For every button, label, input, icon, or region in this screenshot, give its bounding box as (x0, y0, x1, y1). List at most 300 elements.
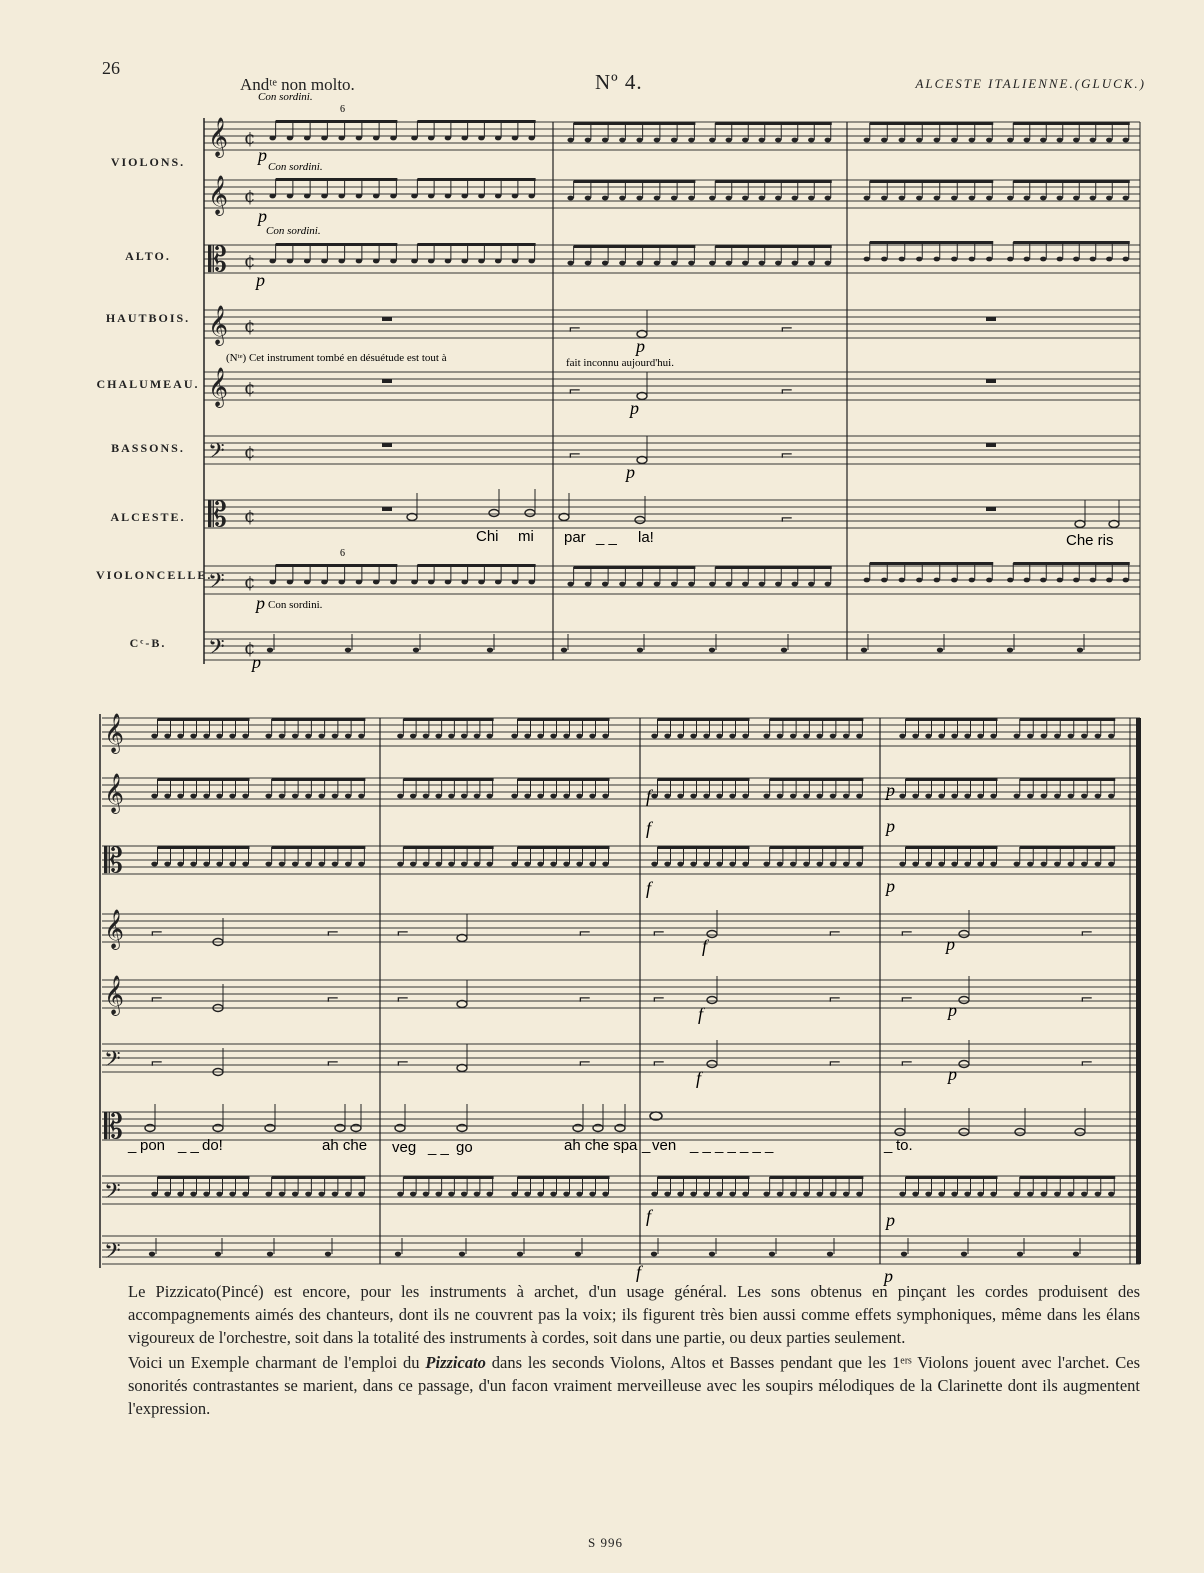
note (827, 1252, 833, 1257)
note (413, 648, 419, 653)
note (1108, 794, 1114, 799)
note (856, 734, 862, 739)
note (190, 734, 196, 739)
staff-s1-5 (204, 436, 1140, 464)
note (269, 580, 275, 585)
dynamic-p-chalumeau: p (630, 398, 639, 418)
note (1073, 578, 1079, 583)
note (602, 1192, 608, 1197)
note (265, 794, 271, 799)
note (242, 734, 248, 739)
note (664, 862, 670, 867)
note (763, 1192, 769, 1197)
note (825, 138, 831, 143)
beam (658, 778, 750, 781)
note (830, 734, 836, 739)
note (1090, 578, 1096, 583)
note (619, 196, 625, 201)
note (589, 862, 595, 867)
note (304, 580, 310, 585)
note (528, 194, 534, 199)
note (703, 1192, 709, 1197)
paragraph-2-emphasis: Pizzicato (425, 1353, 486, 1372)
marking-con-sordini-2: Con sordini. (268, 161, 323, 173)
note (726, 261, 732, 266)
svg-text:_ _: _ _ (178, 1137, 199, 1154)
note (151, 734, 157, 739)
note (1024, 257, 1030, 262)
note (318, 794, 324, 799)
note (664, 734, 670, 739)
lyric-chi: Chi (476, 528, 499, 545)
note (585, 261, 591, 266)
note (448, 862, 454, 867)
note (164, 794, 170, 799)
note (1090, 138, 1096, 143)
beam (1020, 1176, 1116, 1179)
note (435, 794, 441, 799)
svg-text:_ _: _ _ (428, 1139, 449, 1156)
note (1108, 734, 1114, 739)
note (777, 862, 783, 867)
note (1068, 794, 1074, 799)
svg-text:_ _ _ _ _ _: _ _ _ _ _ _ _ (690, 1137, 774, 1154)
note (742, 734, 748, 739)
note (951, 138, 957, 143)
note (990, 1192, 996, 1197)
beam (770, 778, 864, 781)
note (1095, 734, 1101, 739)
note (726, 138, 732, 143)
note (951, 734, 957, 739)
note (269, 259, 275, 264)
note (567, 138, 573, 143)
note (292, 794, 298, 799)
clef: 𝄞 (208, 305, 229, 345)
note (321, 259, 327, 264)
note (1040, 138, 1046, 143)
note (435, 1192, 441, 1197)
note (151, 862, 157, 867)
note (459, 1252, 465, 1257)
note (332, 734, 338, 739)
note (1068, 1192, 1074, 1197)
dynamic-p-hautbois: p (636, 336, 645, 356)
half-note (637, 457, 647, 464)
rest: ⌐ (780, 509, 794, 528)
note (742, 794, 748, 799)
lyric-veg: veg (392, 1139, 417, 1156)
note (881, 138, 887, 143)
note (690, 862, 696, 867)
beam (276, 178, 398, 181)
system-1 (204, 117, 1140, 665)
beam (518, 846, 610, 849)
beam (403, 1176, 493, 1179)
whole-rest (986, 317, 996, 321)
note (777, 794, 783, 799)
note (1007, 138, 1013, 143)
note (677, 1192, 683, 1197)
tuplet-six-2: 6 (340, 548, 345, 559)
note (338, 194, 344, 199)
beam (403, 778, 493, 781)
note (1014, 794, 1020, 799)
whole-rest (986, 443, 996, 447)
note (1007, 648, 1013, 653)
note (990, 862, 996, 867)
note (1014, 862, 1020, 867)
half-note (959, 1061, 969, 1068)
note (203, 1192, 209, 1197)
note (373, 194, 379, 199)
note (856, 794, 862, 799)
note (843, 1192, 849, 1197)
note (938, 734, 944, 739)
rest: ⌐ (568, 319, 582, 338)
note (563, 862, 569, 867)
note (550, 734, 556, 739)
note (304, 259, 310, 264)
note (951, 1192, 957, 1197)
svg-text:¢: ¢ (244, 506, 256, 527)
note (777, 1192, 783, 1197)
note (899, 862, 905, 867)
note (428, 259, 434, 264)
note (825, 261, 831, 266)
note (1057, 578, 1063, 583)
note (777, 734, 783, 739)
note (229, 794, 235, 799)
note (964, 1192, 970, 1197)
note (395, 1252, 401, 1257)
note (969, 578, 975, 583)
note (654, 196, 660, 201)
note (843, 734, 849, 739)
note (445, 580, 451, 585)
note (716, 1192, 722, 1197)
note (528, 136, 534, 141)
note (589, 734, 595, 739)
note (474, 862, 480, 867)
note (775, 138, 781, 143)
svg-text:¢: ¢ (244, 128, 256, 149)
note (916, 138, 922, 143)
note (709, 648, 715, 653)
note (671, 138, 677, 143)
note (690, 734, 696, 739)
note (461, 1192, 467, 1197)
half-note (559, 514, 569, 521)
whole-rest (382, 443, 392, 447)
half-note (959, 931, 969, 938)
half-note (895, 1129, 905, 1136)
dynamic-p-cb: p (252, 652, 261, 672)
half-note (959, 1129, 969, 1136)
note (1041, 734, 1047, 739)
note (671, 582, 677, 587)
note (423, 794, 429, 799)
note (636, 196, 642, 201)
note (816, 794, 822, 799)
note (478, 259, 484, 264)
beam (906, 846, 998, 849)
whole-rest (382, 379, 392, 383)
note (423, 1192, 429, 1197)
note (486, 862, 492, 867)
note (345, 794, 351, 799)
beam (658, 718, 750, 721)
note (287, 194, 293, 199)
half-note (707, 997, 717, 1004)
note (636, 261, 642, 266)
note (1068, 734, 1074, 739)
dynamic-p-2: p (258, 206, 267, 226)
beam (658, 1176, 750, 1179)
note (495, 136, 501, 141)
note (1041, 862, 1047, 867)
note (969, 138, 975, 143)
note (397, 1192, 403, 1197)
svg-text:¢: ¢ (244, 638, 256, 659)
note (325, 1252, 331, 1257)
clef: 𝄢 (208, 635, 225, 665)
note (602, 862, 608, 867)
note (1041, 1192, 1047, 1197)
beam (272, 1176, 366, 1179)
beam (158, 778, 250, 781)
note (816, 862, 822, 867)
note (916, 196, 922, 201)
note (1095, 1192, 1101, 1197)
note (318, 1192, 324, 1197)
note (703, 862, 709, 867)
note (830, 1192, 836, 1197)
lyric-ah-che-1: ah che (322, 1137, 368, 1154)
rest: ⌐ (578, 1053, 592, 1072)
system-2 (100, 713, 1141, 1269)
note (1081, 734, 1087, 739)
note (901, 1252, 907, 1257)
note (1073, 138, 1079, 143)
note (664, 794, 670, 799)
note (861, 648, 867, 653)
dynamic-f-s2-4: f (702, 936, 708, 956)
note (925, 1192, 931, 1197)
note (986, 578, 992, 583)
svg-text:¢: ¢ (244, 378, 256, 399)
note (461, 136, 467, 141)
note (428, 194, 434, 199)
note (550, 794, 556, 799)
note (763, 794, 769, 799)
dynamic-p-bassons: p (626, 462, 635, 482)
note (216, 794, 222, 799)
note (716, 794, 722, 799)
note (338, 136, 344, 141)
note (265, 734, 271, 739)
note (677, 734, 683, 739)
note (164, 1192, 170, 1197)
half-note (525, 510, 535, 517)
half-note (959, 997, 969, 1004)
rest: ⌐ (1080, 923, 1094, 942)
note (537, 734, 543, 739)
note (688, 138, 694, 143)
note (709, 1252, 715, 1257)
note (790, 734, 796, 739)
note (410, 862, 416, 867)
note (1007, 578, 1013, 583)
note (969, 196, 975, 201)
note (495, 194, 501, 199)
note (229, 862, 235, 867)
note (690, 1192, 696, 1197)
note (474, 734, 480, 739)
note (703, 734, 709, 739)
clef: 𝄞 (104, 713, 125, 753)
note (495, 580, 501, 585)
note (1054, 862, 1060, 867)
svg-text:¢: ¢ (244, 251, 256, 272)
note (512, 259, 518, 264)
note (279, 734, 285, 739)
note (242, 1192, 248, 1197)
note (517, 1252, 523, 1257)
dynamic-p-violoncelle: p (256, 593, 265, 613)
note (390, 259, 396, 264)
note (709, 138, 715, 143)
note (356, 194, 362, 199)
instrument-label-violoncelle: VIOLONCELLE. (96, 568, 213, 582)
note (937, 648, 943, 653)
note (1024, 196, 1030, 201)
note (356, 136, 362, 141)
note (742, 582, 748, 587)
note (763, 862, 769, 867)
staff-s2-6 (102, 1112, 1140, 1140)
note (318, 734, 324, 739)
instrument-label-alto: ALTO. (125, 249, 171, 263)
note (461, 259, 467, 264)
whole-rest (382, 507, 392, 511)
rest: ⌐ (780, 445, 794, 464)
note (190, 1192, 196, 1197)
note (986, 138, 992, 143)
note (461, 734, 467, 739)
rest: ⌐ (652, 989, 666, 1008)
note (151, 794, 157, 799)
note (671, 196, 677, 201)
note (461, 580, 467, 585)
rest: ⌐ (568, 445, 582, 464)
note (397, 862, 403, 867)
note (190, 862, 196, 867)
note (759, 196, 765, 201)
rest: ⌐ (900, 989, 914, 1008)
clef: 𝄡 (208, 240, 227, 280)
note (332, 1192, 338, 1197)
beam (574, 180, 696, 183)
note (1081, 794, 1087, 799)
staff-s1-8 (204, 632, 1140, 660)
note (651, 794, 657, 799)
beam (1013, 180, 1130, 183)
staff-s2-8 (102, 1236, 1140, 1264)
dynamic-p-s2-8: p (884, 1266, 893, 1286)
note (602, 196, 608, 201)
number-title: Nº 4. (595, 70, 643, 94)
note (671, 261, 677, 266)
beam (417, 564, 535, 567)
note (977, 734, 983, 739)
rest: ⌐ (326, 989, 340, 1008)
note (912, 1192, 918, 1197)
note (602, 794, 608, 799)
note (977, 794, 983, 799)
lyric-par: par (564, 529, 586, 546)
note (164, 734, 170, 739)
note (305, 734, 311, 739)
svg-text:_: _ (884, 1137, 893, 1154)
note (203, 734, 209, 739)
beam (1020, 778, 1116, 781)
note (149, 1252, 155, 1257)
marking-con-sordini-3: Con sordini. (266, 225, 321, 237)
paragraph-1 (128, 1280, 1140, 1349)
lyric-ah-che-spa: ah che spa (564, 1137, 638, 1154)
note (589, 794, 595, 799)
rest: ⌐ (396, 923, 410, 942)
note (1027, 794, 1033, 799)
rest: ⌐ (396, 1053, 410, 1072)
note (925, 734, 931, 739)
note (729, 1192, 735, 1197)
dynamic-p-s2-5: p (948, 1000, 957, 1020)
note (1123, 138, 1129, 143)
note (345, 1192, 351, 1197)
note (951, 862, 957, 867)
note (279, 794, 285, 799)
note (1054, 734, 1060, 739)
tuplet-six-1: 6 (340, 104, 345, 115)
note (358, 794, 364, 799)
note (1057, 257, 1063, 262)
note (345, 648, 351, 653)
clef: 𝄞 (208, 117, 229, 157)
lyric-go: go (456, 1139, 473, 1156)
dynamic-f-s2-8: f (636, 1262, 642, 1282)
note (825, 196, 831, 201)
note (938, 794, 944, 799)
note (729, 862, 735, 867)
staff-s1-4 (204, 372, 1140, 400)
clef: 𝄡 (104, 1107, 123, 1147)
note (759, 261, 765, 266)
note (899, 1192, 905, 1197)
lyric-ven: ven (652, 1137, 677, 1154)
clef: 𝄡 (208, 495, 227, 535)
note (287, 259, 293, 264)
note (742, 261, 748, 266)
note (636, 138, 642, 143)
note (1040, 257, 1046, 262)
note (576, 794, 582, 799)
beam (276, 564, 398, 567)
note (216, 734, 222, 739)
note (478, 580, 484, 585)
rest: ⌐ (652, 1053, 666, 1072)
